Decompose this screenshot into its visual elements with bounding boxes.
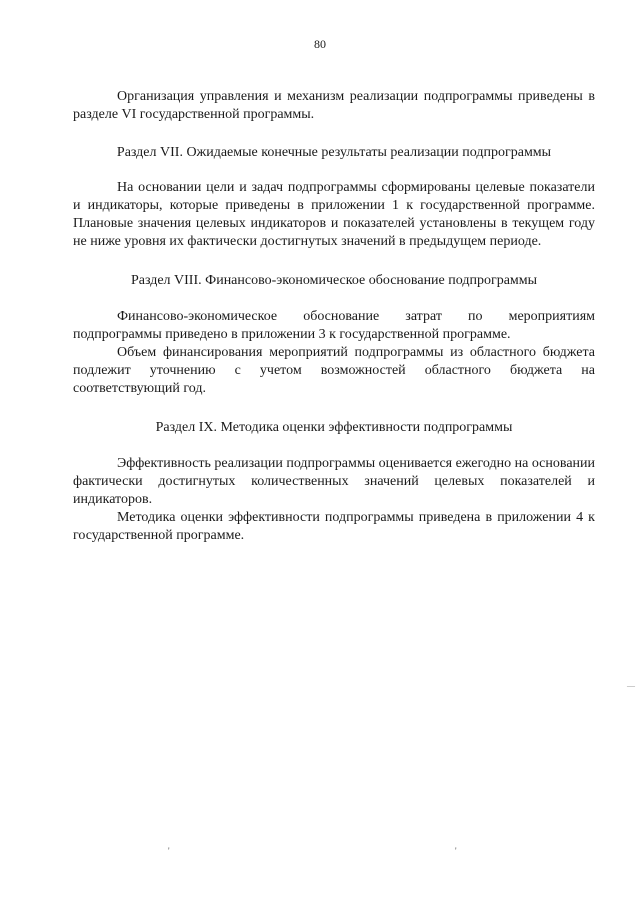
scan-mark-right: ' bbox=[455, 846, 457, 856]
page-number: 80 bbox=[314, 37, 326, 51]
section-9-heading: Раздел IX. Методика оценки эффективности подпрограммы bbox=[155, 420, 513, 435]
section-9-paragraph: Эффективность реализации подпрограммы оценивается ежегодно на основании фактически достигнутых количественных значений целевых показателей и индикаторов. bbox=[73, 456, 596, 507]
section-7-heading: Раздел VII. Ожидаемые конечные результаты реализации подпрограммы bbox=[116, 145, 552, 160]
section-8-paragraph: Финансово-экономическое обоснование затрат по мероприятиям подпрограммы приведено в приложении 3 к государственной программе. bbox=[73, 309, 595, 342]
section-8-body bbox=[73, 308, 595, 398]
scan-mark-left: ' bbox=[168, 846, 170, 856]
section-7-body bbox=[73, 179, 595, 251]
document-body bbox=[73, 88, 595, 545]
intro-paragraph: Организация управления и механизм реализации подпрограммы приведены в разделе VI государственной программы. bbox=[73, 89, 595, 122]
section-9-paragraph: Методика оценки эффективности подпрограммы приведена в приложении 4 к государственной программе. bbox=[73, 510, 595, 543]
section-9-body bbox=[73, 455, 595, 545]
section-8-heading: Раздел VIII. Финансово-экономическое обоснование подпрограммы bbox=[130, 273, 538, 288]
scan-mark-edge: — bbox=[627, 681, 635, 690]
section-8-paragraph: Объем финансирования мероприятий подпрограммы из областного бюджета подлежит уточнению с учетом возможностей областного бюджета на соответствующий год. bbox=[73, 345, 595, 396]
section-7-paragraph: На основании цели и задач подпрограммы сформированы целевые показатели и индикаторы, которые приведены в приложении 1 к государственной программе. Плановые значения целевых индикаторов и показателей установлены в текущем году не ниже уровня их фактически достигнутых значений в предыдущем периоде. bbox=[73, 180, 595, 249]
